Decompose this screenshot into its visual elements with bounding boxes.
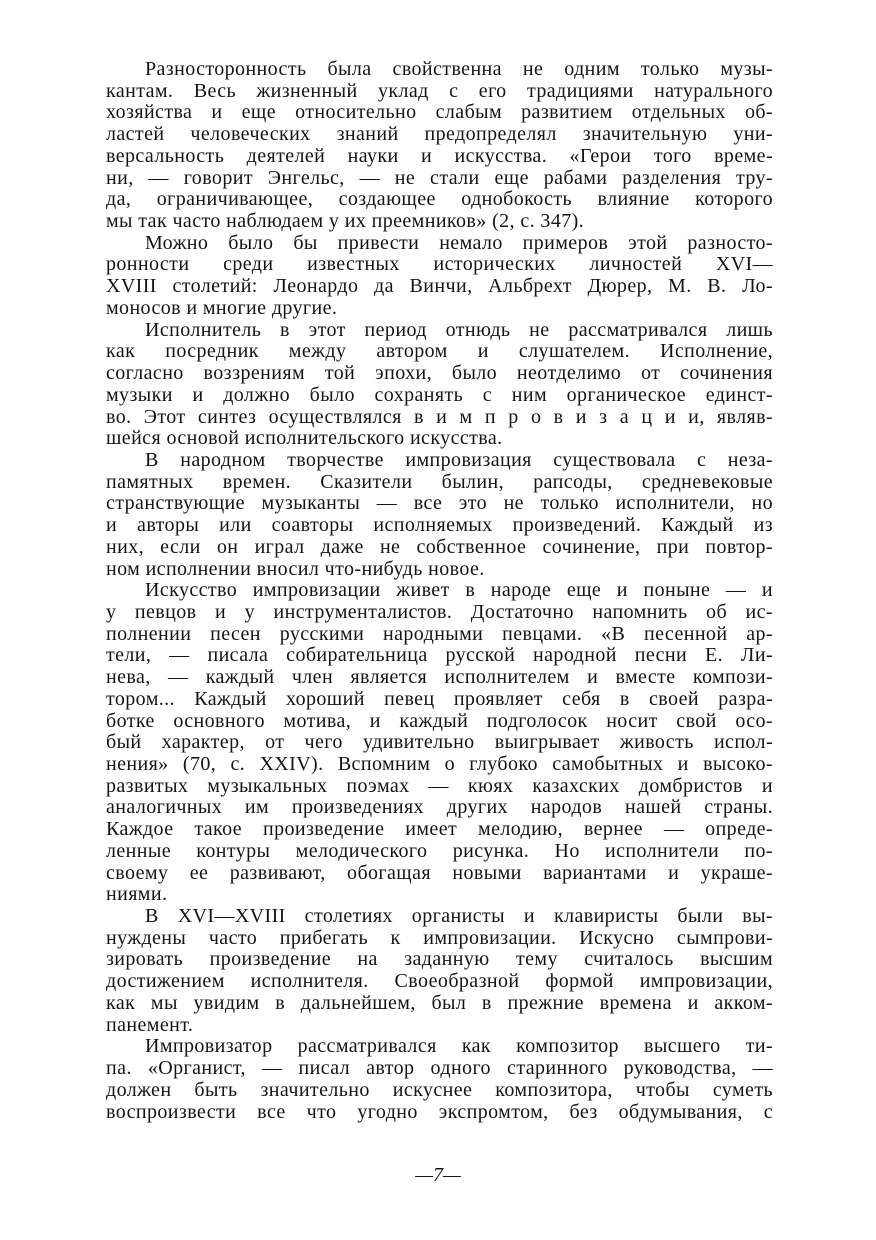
text-line: нения» (70, с. XXIV). Вспомним о глубоко самобытных и высоко- <box>106 753 773 775</box>
text-line: Каждое такое произведение имеет мелодию, вернее — опреде- <box>106 818 773 841</box>
text-line: моносов и многие другие. <box>106 296 338 319</box>
text-line: хозяйства и еще относительно слабым развитием отдельных об- <box>106 101 773 124</box>
text-line: своему ее развивают, обогащая новыми вариантами и украше- <box>106 861 773 884</box>
text-line: Искусство импровизации живет в народе еще и поныне — и <box>145 579 773 602</box>
text-line: как мы увидим в дальнейшем, был в прежние времена и акком- <box>106 991 773 1014</box>
text-line: ни, — говорит Энгельс, — не стали еще рабами разделения тру- <box>106 166 773 189</box>
text-line: во. Этот синтез осуществлялся в и м п р о в и з а ц и и, являв- <box>106 405 773 428</box>
text-line: согласно воззрениям той эпохи, было неотделимо от сочинения <box>106 362 773 385</box>
text-line: полнении песен русскими народными певцами. «В песенной ар- <box>106 622 773 645</box>
text-line: странствующие музыканты — все это не только исполнители, но <box>106 492 773 515</box>
text-line: XVIII столетий: Леонардо да Винчи, Альбрехт Дюрер, М. В. Ло- <box>106 275 773 298</box>
text-line: развитых музыкальных поэмах — кюях казахских домбристов и <box>106 774 773 797</box>
paragraph <box>106 59 773 233</box>
text-line: Исполнитель в этот период отнюдь не рассматривался лишь <box>145 318 773 341</box>
text-line: музыки и должно было сохранять с ним органическое единст- <box>106 383 773 406</box>
text-line: достижением исполнителя. Своеобразной формой импровизации, <box>106 970 773 993</box>
text-line: ронности среди известных исторических личностей XVI— <box>106 253 773 276</box>
text-line: тели, — писала собирательница русской народной песни Е. Ли- <box>106 644 773 667</box>
text-line: у певцов и у инструменталистов. Достаточно напомнить об ис- <box>106 600 773 623</box>
text-line: зировать произведение на заданную тему считалось высшим <box>106 948 773 971</box>
text-line: ластей человеческих знаний предопределял значительную уни- <box>106 123 773 146</box>
text-line: ботке основного мотива, и каждый подголосок носит свой осо- <box>106 709 773 732</box>
text-line: как посредник между автором и слушателем. Исполнение, <box>106 340 773 363</box>
text-line: ниями. <box>106 883 168 906</box>
text-line: панемент. <box>106 1013 194 1036</box>
text-line: да, ограничивающее, создающее однобокость влияние которого <box>106 188 773 211</box>
text-line: Импровизатор рассматривался как композитор высшего ти- <box>145 1035 773 1058</box>
text-line: В народном творчестве импровизация существовала с неза- <box>145 448 773 471</box>
text-line: них, если он играл даже не собственное сочинение, при повтор- <box>106 535 773 558</box>
text-line: кантам. Весь жизненный уклад с его традициями натурального <box>106 79 773 102</box>
text-line: ленные контуры мелодического рисунка. Но исполнители по- <box>106 839 773 862</box>
text-line: и авторы или соавторы исполняемых произведений. Каждый из <box>106 514 773 537</box>
text-line: нуждены часто прибегать к импровизации. Искусно сымпрови- <box>106 926 773 949</box>
text-line: версальность деятелей науки и искусства. «Герои того време- <box>106 144 773 167</box>
paragraph <box>106 450 773 580</box>
paragraph <box>106 320 773 450</box>
page-number: —7— <box>415 1164 461 1186</box>
text-line: В XVI—XVIII столетиях органисты и клавиристы были вы- <box>145 905 773 928</box>
paragraph <box>106 1036 773 1123</box>
text-line: аналогичных им произведениях других народов нашей страны. <box>106 796 773 819</box>
text-line: должен быть значительно искуснее композитора, чтобы суметь <box>106 1078 773 1101</box>
text-line: бый характер, от чего удивительно выигрывает живость испол- <box>106 731 773 754</box>
text-line: па. «Органист, — писал автор одного старинного руководства, — <box>106 1057 773 1080</box>
text-line: шейся основой исполнительского искусства. <box>106 427 503 450</box>
text-line: нева, — каждый член является исполнителем и вместе компози- <box>106 666 773 689</box>
text-line: тором... Каждый хороший певец проявляет себя в своей разра- <box>106 687 773 710</box>
text-line: мы так часто наблюдаем у их преемников» (2, с. 347). <box>106 210 585 233</box>
paragraph <box>106 580 773 906</box>
text-line: Можно было бы привести немало примеров этой разносто- <box>145 231 773 254</box>
book-page-text <box>106 59 773 1123</box>
text-line: ном исполнении вносил что-нибудь новое. <box>106 557 485 580</box>
text-line: воспроизвести все что угодно экспромтом, без обдумывания, с <box>106 1100 773 1123</box>
text-line: памятных времен. Сказители былин, рапсоды, средневековые <box>106 470 773 493</box>
paragraph <box>106 906 773 1036</box>
paragraph <box>106 233 773 320</box>
text-line: Разносторонность была свойственна не одним только музы- <box>145 58 773 80</box>
